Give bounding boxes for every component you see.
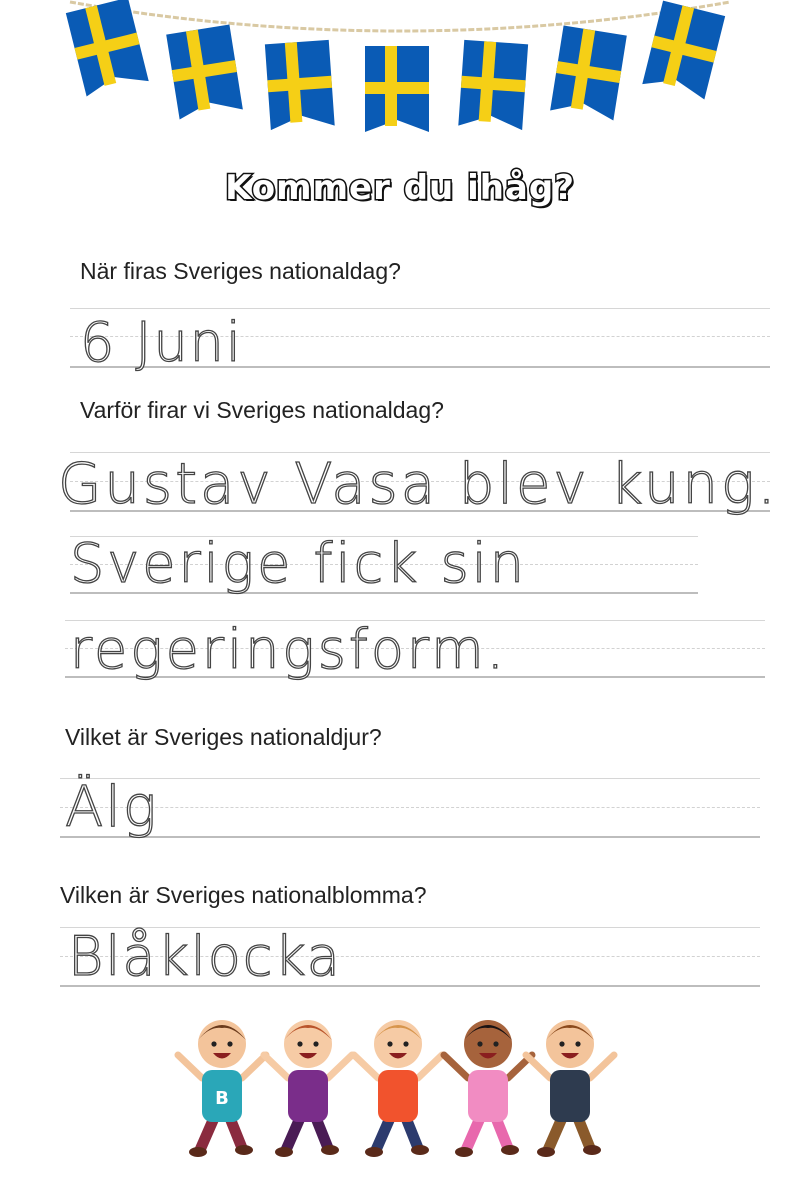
swedish-flag-pennant <box>458 40 528 130</box>
question-2: Varför firar vi Sveriges nationaldag? <box>80 397 444 423</box>
answer-2-line-3-trace: regeringsform. <box>70 618 507 681</box>
swedish-flag-pennant <box>550 26 627 121</box>
svg-text:B: B <box>215 1088 229 1109</box>
child-figure <box>526 1020 614 1157</box>
child-figure <box>178 1020 266 1157</box>
child-figure <box>264 1020 352 1157</box>
answer-2-line-1-trace: Gustav Vasa blev kung. <box>58 452 779 517</box>
child-figure <box>354 1020 442 1157</box>
child-figure <box>444 1020 532 1157</box>
answer-2-line-2-trace: Sverige fick sin <box>70 532 527 595</box>
question-1: När firas Sveriges nationaldag? <box>80 258 401 284</box>
swedish-flag-pennant <box>66 0 149 97</box>
answer-1-trace: 6 Juni <box>80 311 243 374</box>
bunting-string <box>70 2 730 31</box>
question-4: Vilken är Sveriges nationalblomma? <box>60 882 427 908</box>
children-illustration <box>170 1010 630 1160</box>
swedish-flag-pennant <box>642 1 725 100</box>
swedish-flag-pennant <box>166 25 243 120</box>
answer-3-trace: Älg <box>65 775 159 840</box>
worksheet-title: Kommer du ihåg? <box>225 168 575 208</box>
swedish-flag-bunting <box>0 0 800 150</box>
answer-4-trace: Blåklocka <box>68 925 342 988</box>
question-3: Vilket är Sveriges nationaldjur? <box>65 724 382 750</box>
answer-3-guide-lines <box>60 775 760 840</box>
swedish-flag-pennant <box>265 40 335 130</box>
swedish-flag-pennant <box>365 46 429 132</box>
